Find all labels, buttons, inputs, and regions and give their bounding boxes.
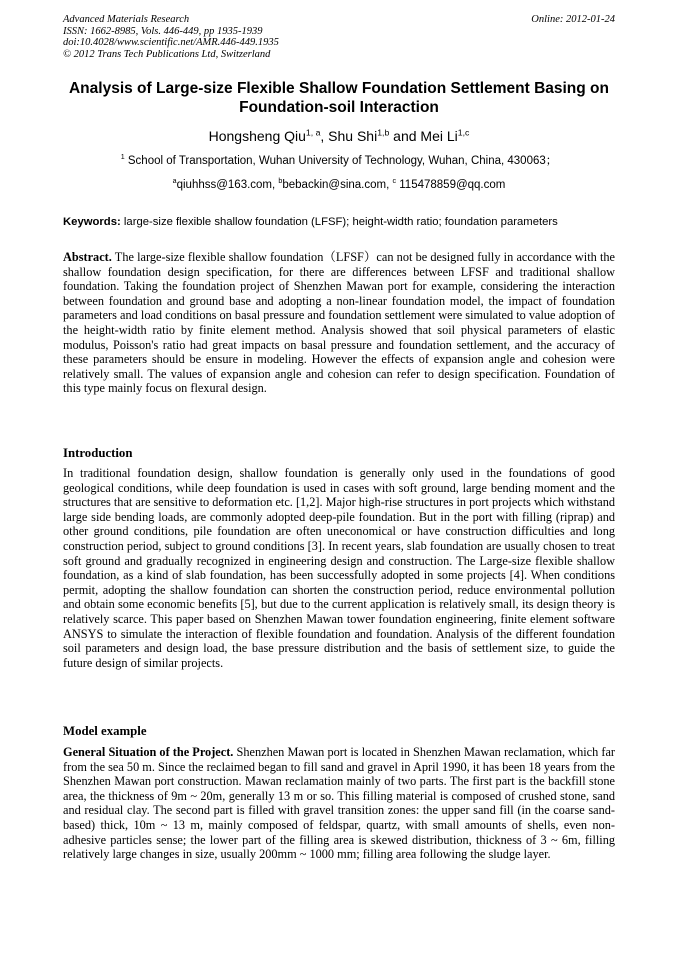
model-example-paragraph [63,745,615,862]
journal-header [63,14,615,60]
author-affiliation-mark: 1,b [377,127,390,138]
author-list [63,127,615,145]
email-link[interactable]: 115478859@qq.com [396,179,506,191]
keywords-text: large-size flexible shallow foundation (LFSF); height-width ratio; foundation parameters [120,216,558,228]
author-affiliation-mark: 1, a [305,127,321,138]
affiliation [63,154,615,168]
introduction-text: In traditional foundation design, shallow foundation is generally only used in the foundations of good geological conditions, while deep foundation is used in cases with soft ground, large bending moment and the structures that are sensitive to deformation etc. [1,2]. Major high-rise structures in port projects which withstand large side bending loads, are commonly adopted deep-pile foundation. But in the port with filling (riprap) and other ground conditions, pile foundation are often uneconomical or have construction difficulties and long construction period, subject to ground conditions [3]. In recent years, slab foundation are usually chosen to treat soft ground and gradually recognized in engineering design and construction. The Large-size flexible shallow foundation, as a kind of slab foundation, has been successfully adopted in some projects [4]. When conditions permit, adopting the shallow foundation can shorten the construction period, reduce environmental pollution and obtain some economic benefits [5], but due to the current application is relatively small, its design theory is relatively scarce. This paper based on Shenzhen Mawan tower foundation engineering, finite element software ANSYS to simulate the interaction of flexible foundation and foundation. Analysis of the different foundation soil parameters and design load, the base pressure distribution and the basis of settlement size, to guide the future design of similar projects. [63,466,615,670]
journal-name: Advanced Materials Research [63,14,190,25]
model-example-heading: Model example [63,724,147,738]
model-example-lead: General Situation of the Project. [63,745,234,759]
author-name: Mei Li [420,128,458,144]
copyright-line: © 2012 Trans Tech Publications Ltd, Switzerland [63,48,271,60]
author-name: Shu Shi [328,128,378,144]
author-separator: , [320,128,329,144]
email-list [63,178,615,192]
abstract-text: The large-size flexible shallow foundation（LFSF）can not be designed fully in accordance with the shallow foundation design specification, for there are differences between LFSF and traditional shallow foundation. Taking the foundation project of Shenzhen Mawan port for example, considering the interaction between foundation and ground base and adopting a non-linear foundation model, the impact of foundation parameters and load conditions on basal pressure and foundation settlement were simulated to value adoption of the height-width ratio by finite element method. Analysis showed that soil physical parameters of elastic modulus, Poisson's ratio had great impacts on basal pressure and foundation settlement, and the accuracy of these parameters should be ensure in modeling. However the effects of expansion angle and cohesion were relatively small. The values of expansion angle and cohesion can refer to design specification. Foundation of this type mainly focus on flexural design. [63,250,615,396]
abstract [63,250,615,396]
doi-line: doi:10.4028/www.scientific.net/AMR.446-449.1935 [63,37,279,48]
issn-line: ISSN: 1662-8985, Vols. 446-449, pp 1935-1939 [63,25,263,37]
paper-title: Analysis of Large-size Flexible Shallow Foundation Settlement Basing on Foundation-soil Interaction [68,80,609,116]
affiliation-text: School of Transportation, Wuhan University of Technology, Wuhan, China, 430063； [124,155,558,167]
abstract-label: Abstract. [63,250,112,264]
author-separator: and [389,128,421,144]
model-example-text: Shenzhen Mawan port is located in Shenzhen Mawan reclamation, which far from the sea 50 m. Since the reclaimed began to fill sand and gravel in April 1990, it has been 18 years from the Shenzhen Mawan port construction. Mawan reclamation mainly of two parts. The first part is the backfill stone area, the thickness of 9m ~ 20m, generally 13 m or so. This filling material is composed of crushed stone, sand and residual clay. The second part is filled with gravel transition zones: the upper sand fill (in the coarse sand-based) thick, 10m ~ 13 m, mainly composed of feldspar, quartz, with small amounts of shells, even non-adhesive particles sense; the lower part of the filling area is skewed distribution, thickness of 3 ~ 6m, filling relatively large changes in size, usually 200mm ~ 1000 mm; filling area following the sludge layer. [63,745,616,862]
keywords [63,215,623,229]
author-affiliation-mark: 1,c [457,127,470,138]
online-date: Online: 2012-01-24 [531,14,615,25]
affiliation-mark: 1 [120,153,125,162]
keywords-label: Keywords: [63,216,121,228]
introduction-heading: Introduction [63,446,133,460]
author-name: Hongsheng Qiu [208,128,306,144]
email-link[interactable]: qiuhhss@163.com, [176,179,279,191]
email-link[interactable]: bebackin@sina.com, [282,179,393,191]
email-mark: b [278,177,283,186]
email-mark: c [392,177,397,186]
email-mark: a [172,177,177,186]
